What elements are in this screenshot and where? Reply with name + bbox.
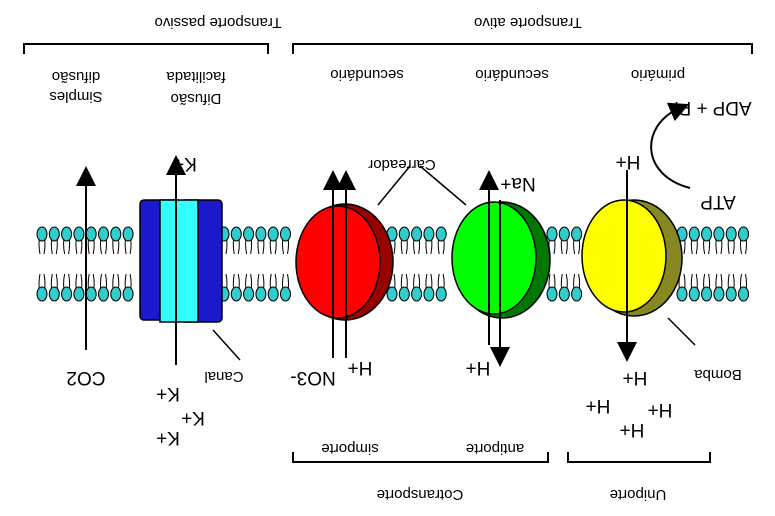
symport-carrier [296, 204, 393, 320]
lipid-head [231, 227, 241, 241]
label-symport: simporte [321, 440, 379, 457]
label-adp: ADP + Pi [674, 97, 752, 118]
bracket-active [293, 44, 752, 54]
ion-h-pump-b4: H+ [619, 419, 645, 440]
ion-h-pump-b1: H+ [622, 367, 648, 388]
label-secondary-1: secundário [330, 66, 404, 83]
lipid-head [714, 287, 724, 301]
lipid-head [231, 287, 241, 301]
lipid-head [387, 287, 397, 301]
lipid-head [726, 287, 736, 301]
label-antiport: antiporte [465, 440, 525, 457]
lipid-head [689, 287, 699, 301]
lipid-head [547, 227, 557, 241]
lipid-head [739, 227, 749, 241]
label-channel: Canal [204, 368, 244, 385]
label-carrier: Carreador [368, 156, 436, 173]
lipid-head [559, 227, 569, 241]
lipid-head [86, 227, 96, 241]
lipid-head [281, 227, 291, 241]
lipid-head [559, 287, 569, 301]
ion-k-bottom-3: K+ [156, 427, 180, 448]
channel-protein [140, 200, 222, 322]
ion-k-bottom-1: K+ [156, 383, 180, 404]
lipid-head [399, 227, 409, 241]
ion-k-bottom-2: K+ [181, 407, 205, 428]
label-passive-transport: Transporte passivo [154, 14, 282, 31]
ion-h-antiport: H+ [465, 357, 491, 378]
label-cotransport: Cotransporte [376, 486, 464, 503]
lipid-head [547, 287, 557, 301]
lipid-head [244, 287, 254, 301]
ion-no3: NO3- [290, 367, 336, 388]
ion-k-top: K+ [173, 153, 197, 174]
channel-pointer [213, 330, 240, 360]
pump-protein [582, 200, 682, 316]
lipid-head [244, 227, 254, 241]
lipid-head [256, 227, 266, 241]
lipid-head [412, 287, 422, 301]
ion-co2: CO2 [66, 367, 106, 388]
lipid-head [702, 287, 712, 301]
ion-h-pump-b3: H+ [647, 399, 673, 420]
lipid-head [123, 227, 133, 241]
lipid-head [689, 227, 699, 241]
label-primary: primário [630, 66, 686, 83]
lipid-head [399, 287, 409, 301]
lipid-head [256, 287, 266, 301]
lipid-head [111, 227, 121, 241]
lipid-head [74, 227, 84, 241]
label-active-transport: Transporte ativo [474, 14, 582, 31]
label-pump: Bomba [694, 366, 742, 383]
lipid-head [726, 227, 736, 241]
atp-curved-arrow [651, 108, 690, 188]
lipid-head [412, 227, 422, 241]
label-simple-diffusion-1: difusão [51, 68, 101, 85]
lipid-head [424, 227, 434, 241]
label-facilitated-1: facilitada [166, 68, 226, 85]
lipid-head [37, 227, 47, 241]
bracket-uniport [568, 452, 710, 462]
ion-na: Na+ [500, 173, 536, 194]
lipid-head [436, 227, 446, 241]
label-simple-diffusion-2: Simples [49, 88, 103, 105]
lipid-head [281, 287, 291, 301]
lipid-head [268, 227, 278, 241]
lipid-head [424, 287, 434, 301]
lipid-head [714, 227, 724, 241]
lipid-head [268, 287, 278, 301]
ion-h-pump-b2: H+ [585, 395, 611, 416]
label-uniport: Uniporte [609, 486, 667, 503]
label-atp: ATP [700, 191, 736, 212]
lipid-head [62, 287, 72, 301]
label-facilitated-2: Difusão [170, 90, 222, 107]
bracket-passive [24, 44, 268, 54]
ion-h-symport: H+ [347, 357, 373, 378]
lipid-head [739, 287, 749, 301]
pump-pointer [668, 318, 695, 345]
lipid-head [99, 227, 109, 241]
lipid-head [702, 227, 712, 241]
lipid-head [86, 287, 96, 301]
lipid-head [436, 287, 446, 301]
label-secondary-2: secundário [475, 66, 549, 83]
lipid-head [111, 287, 121, 301]
lipid-head [572, 227, 582, 241]
lipid-head [99, 287, 109, 301]
lipid-head [49, 227, 59, 241]
lipid-head [123, 287, 133, 301]
lipid-head [572, 287, 582, 301]
lipid-head [677, 287, 687, 301]
lipid-head [37, 287, 47, 301]
lipid-head [49, 287, 59, 301]
ion-h-pump-top: H+ [615, 151, 641, 172]
lipid-head [74, 287, 84, 301]
lipid-head [62, 227, 72, 241]
